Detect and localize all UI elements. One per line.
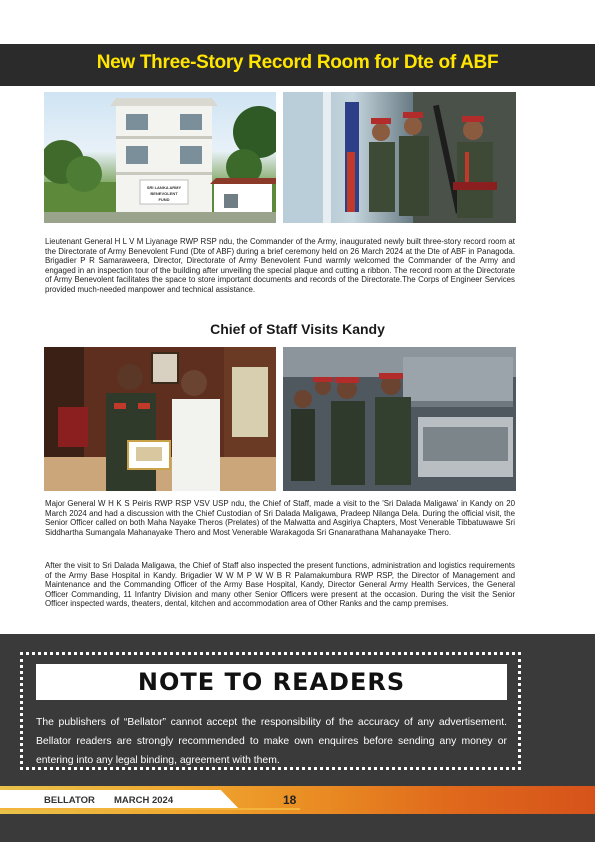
svg-text:BENEVOLENT: BENEVOLENT	[150, 191, 178, 196]
article2-paragraph-2: After the visit to Sri Dalada Maligawa, the Chief of Staff also inspected the present functions, administration and logistics requirements of the Army Base Hospital in Kandy. Brigadier W W M P W W B R Palamakumbura RWP RSP, the Director of Management and Maintenance and the Commanding Officer of the Army Base Hospital, Kandy, Director General Army Health Services, the General Officer Commanding, 11 Infantry Division and many other Senior Officers were present at the occasion. During the visit the Senior Officer inspected wards, theaters, dental, kitchen and accommodation area of Other Ranks and the camp premises.	[45, 561, 515, 609]
hospital-inspection-photo	[283, 347, 516, 491]
article-title: New Three-Story Record Room for Dte of ABF	[96, 52, 499, 73]
footer-accent-line	[0, 808, 300, 810]
article2-title: Chief of Staff Visits Kandy	[210, 321, 385, 337]
note-title: NOTE TO READERS	[137, 668, 406, 696]
svg-text:FUND: FUND	[158, 197, 170, 202]
footer-date: MARCH 2024	[114, 795, 174, 806]
article1-body: Lieutenant General H L V M Liyanage RWP RSP ndu, the Commander of the Army, inaugurated newly built three-story record room at the Directorate of Army Benevolent Fund (Dte of ABF) during a brief ceremony held on 26 March 2024 at the Dte of ABF in Panagoda. Brigadier P R Samaraweera, Director, Directorate of Army Benevolent Fund warmly welcomed the Commander of the Army and engaged in an inspection tour of the building after unveiling the special plaque and cutting a ribbon. The record room at the Directorate of Army Benevolent facilitates the space to store important documents and records of the Directorate.The Corps of Engineer Services provided much-needed manpower and technical assistance.	[45, 237, 515, 294]
plaque-unveiling-photo	[283, 92, 516, 223]
footer-brand: BELLATOR	[44, 795, 95, 806]
note-body: The publishers of “Bellator” cannot accept the responsibility of the accuracy of any advertisement. Bellator readers are strongly recommended to make own enquires before sending any money or entering into any legal binding, agreement with them.	[36, 717, 507, 766]
article2-paragraph-1: Major General W H K S Peiris RWP RSP VSV USP ndu, the Chief of Staff, made a visit to the 'Sri Dalada Maligawa' in Kandy on 20 March 2024 and had a discussion with the Chief Custodian of Sri Dalada Maligawa, Pradeep Nilanga Dela. During the official visit, the Senior Officer called on both Maha Nayake Theros (Prelates) of the Malwatta and Asgiriya Chapters, Most Venerable Tibbatuwawe Sri Siddhartha Sumangala Mahanayake Thero and Most Venerable Warakagoda Sri Gnanarathana Mahanayake Thero.	[45, 499, 515, 537]
record-room-building-photo	[44, 92, 276, 223]
page-number: 18	[283, 793, 297, 807]
svg-text:SRI LANKA ARMY: SRI LANKA ARMY	[146, 185, 182, 190]
memento-presentation-photo	[44, 347, 276, 491]
